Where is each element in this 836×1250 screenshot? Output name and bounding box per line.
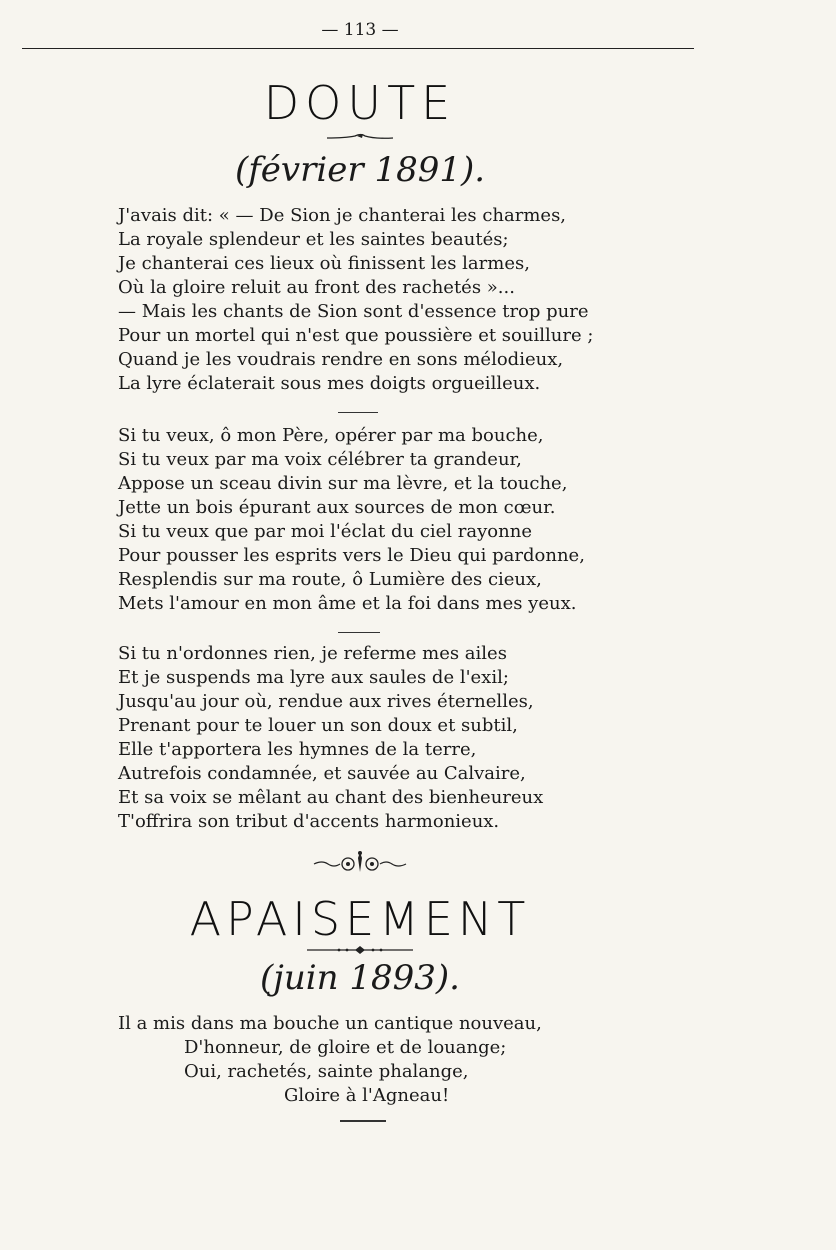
verse-line: Et sa voix se mêlant au chant des bienheureux — [118, 787, 544, 808]
poem-date-doute: (février 1891). — [234, 150, 486, 190]
verse-line: Si tu veux, ô mon Père, opérer par ma bouche, — [118, 425, 544, 446]
verse-line: Si tu veux que par moi l'éclat du ciel rayonne — [118, 521, 532, 542]
verse-line: Prenant pour te louer un son doux et subtil, — [118, 715, 518, 736]
verse-line: J'avais dit: « — De Sion je chanterai les charmes, — [118, 205, 567, 226]
verse-line: Jette un bois épurant aux sources de mon cœur. — [118, 497, 556, 518]
verse-line: Si tu n'ordonnes rien, je referme mes ailes — [118, 643, 507, 664]
verse-line: Autrefois condamnée, et sauvée au Calvaire, — [118, 763, 526, 784]
header-rule — [22, 48, 694, 49]
verse-line: Jusqu'au jour où, rendue aux rives éternelles, — [118, 691, 534, 712]
verse-line: Il a mis dans ma bouche un cantique nouveau, — [118, 1013, 542, 1034]
stanza-separator — [338, 632, 380, 633]
stanza-apaisement — [118, 1012, 718, 1108]
verse-line: La royale splendeur et les saintes beautés; — [118, 229, 509, 250]
verse-line: Oui, rachetés, sainte phalange, — [184, 1061, 469, 1082]
title-ornament — [0, 128, 720, 147]
stanza-2 — [118, 424, 718, 616]
poem-title-doute: DOUTE — [263, 76, 457, 130]
verse-line: Appose un sceau divin sur ma lèvre, et la touche, — [118, 473, 568, 494]
vignette-ornament — [0, 848, 720, 880]
stanza-1 — [118, 204, 718, 396]
verse-line: D'honneur, de gloire et de louange; — [184, 1037, 507, 1058]
verse-line: Où la gloire reluit au front des rachetés »... — [118, 277, 515, 298]
verse-line: Pour un mortel qui n'est que poussière et souillure ; — [118, 325, 594, 346]
stanza-3 — [118, 642, 718, 834]
verse-line: Et je suspends ma lyre aux saules de l'exil; — [118, 667, 509, 688]
verse-line: T'offrira son tribut d'accents harmonieux. — [118, 811, 500, 832]
end-rule — [340, 1120, 386, 1122]
verse-line: Pour pousser les esprits vers le Dieu qui pardonne, — [118, 545, 585, 566]
poem-title-apaisement: APAISEMENT — [189, 892, 531, 946]
title-ornament — [0, 940, 720, 959]
poem-date-apaisement: (juin 1893). — [260, 958, 460, 998]
page-number: — 113 — — [321, 20, 399, 40]
verse-line: — Mais les chants de Sion sont d'essence trop pure — [118, 301, 589, 322]
verse-line: Elle t'apportera les hymnes de la terre, — [118, 739, 477, 760]
verse-line: Je chanterai ces lieux où finissent les larmes, — [118, 253, 530, 274]
verse-line: Resplendis sur ma route, ô Lumière des cieux, — [118, 569, 542, 590]
stanza-separator — [338, 412, 378, 413]
verse-line: Si tu veux par ma voix célébrer ta grandeur, — [118, 449, 522, 470]
verse-line: Gloire à l'Agneau! — [284, 1085, 450, 1106]
verse-line: La lyre éclaterait sous mes doigts orgueilleux. — [118, 373, 541, 394]
verse-line: Mets l'amour en mon âme et la foi dans mes yeux. — [118, 593, 577, 614]
verse-line: Quand je les voudrais rendre en sons mélodieux, — [118, 349, 564, 370]
